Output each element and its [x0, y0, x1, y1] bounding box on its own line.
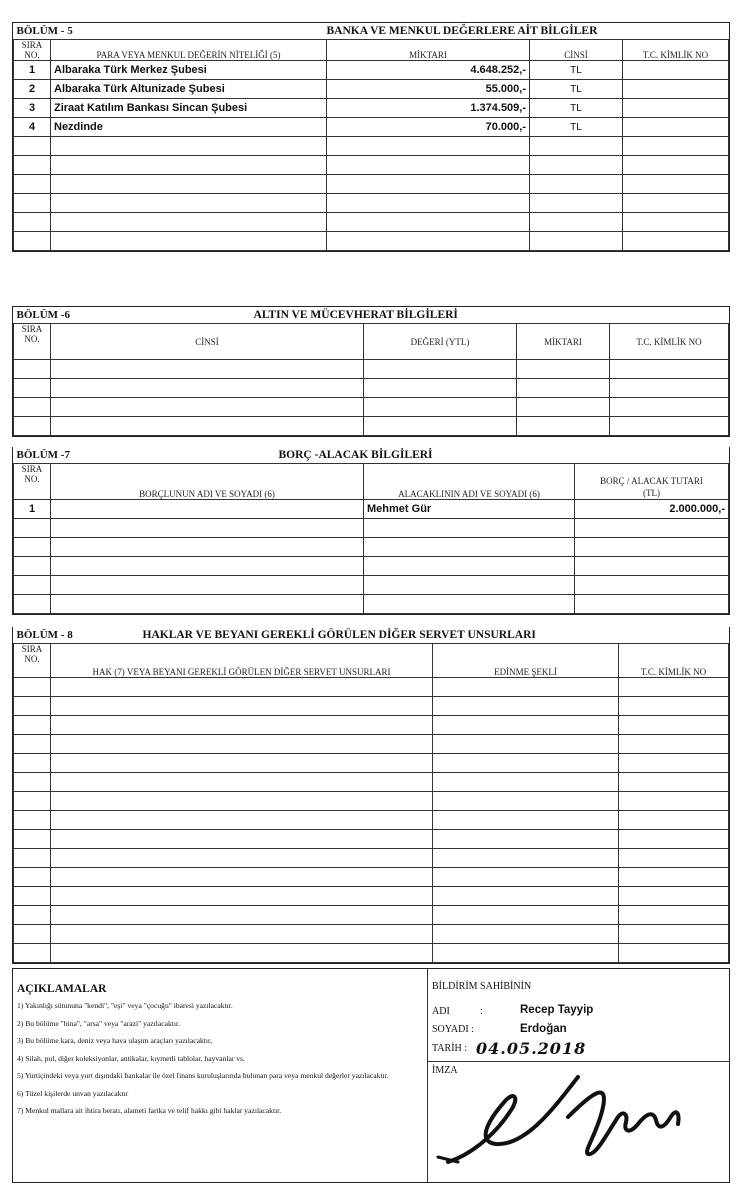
- name-colon: :: [480, 1006, 483, 1017]
- signature-label: İMZA: [432, 1065, 458, 1076]
- table-row: 1 Albaraka Türk Merkez Şubesi 4.648.252,- TL: [14, 61, 729, 80]
- section-title: ALTIN VE MÜCEVHERAT BİLGİLERİ: [254, 307, 619, 324]
- footer: [12, 968, 730, 1183]
- declarant-panel: [428, 969, 729, 1182]
- declarant-date: 04.05.2018: [476, 1039, 587, 1058]
- col-tc: T.C. KİMLİK NO: [619, 644, 729, 678]
- col-desc: PARA VEYA MENKUL DEĞERİN NİTELİĞİ (5): [51, 40, 327, 61]
- note-item: 4) Silah, pul, diğer koleksiyonlar, antikalar, kıymetli tablolar, hayvanlar vs.: [17, 1053, 245, 1063]
- surname-label: SOYADI :: [432, 1024, 474, 1035]
- note-item: 5) Yurtiçindeki veya yurt dışındaki bankalar ile özel finans kuruluşlarında bulunan para veya menkul değerler yazılacaktır.: [17, 1071, 389, 1080]
- declarant-heading: BİLDİRİM SAHİBİNİN: [432, 981, 532, 992]
- col-no: SIRA NO.: [14, 40, 51, 61]
- section-title: HAKLAR VE BEYANI GEREKLİ GÖRÜLEN DİĞER SERVET UNSURLARI: [143, 627, 439, 644]
- col-right: HAK (7) VEYA BEYANI GEREKLİ GÖRÜLEN DİĞER SERVET UNSURLARI: [51, 644, 433, 678]
- signature-icon: [418, 1062, 718, 1177]
- col-no: SIRA NO.: [14, 644, 51, 678]
- col-acquisition: EDİNME ŞEKLİ: [433, 644, 619, 678]
- section-6: [12, 306, 730, 437]
- col-no: SIRA NO.: [14, 464, 51, 500]
- declarant-name: Recep Tayyip: [520, 1004, 594, 1016]
- col-creditor: ALACAKLININ ADI VE SOYADI (6): [364, 464, 575, 500]
- notes-panel: [13, 969, 428, 1182]
- col-value: DEĞERİ (YTL): [364, 324, 517, 360]
- table-row: 2 Albaraka Türk Altunizade Şubesi 55.000,- TL: [14, 80, 729, 99]
- note-item: 7) Menkul mallara ait ihtira beratı, alameti farika ve telif hakkı gibi haklar yazılacaktır.: [17, 1106, 282, 1115]
- col-tc: T.C. KİMLİK NO: [610, 324, 729, 360]
- section-label: BÖLÜM -7: [14, 447, 364, 464]
- declarant-surname: Erdoğan: [520, 1023, 567, 1035]
- col-amount: MİKTARI: [327, 40, 530, 61]
- col-tc: T.C. KİMLİK NO: [623, 40, 729, 61]
- col-amount: MİKTARI: [517, 324, 610, 360]
- table-row: 1 Mehmet Gür 2.000.000,-: [14, 500, 729, 519]
- date-label: TARİH :: [432, 1043, 468, 1054]
- col-no: SIRA NO.: [14, 324, 51, 360]
- section-title: BANKA VE MENKUL DEĞERLERE AİT BİLGİLER: [327, 23, 729, 40]
- note-item: 3) Bu bölüme kara, deniz veya hava ulaşım araçları yazılacaktır,: [17, 1036, 213, 1045]
- note-item: 6) Tüzel kişilerde unvan yazılacaktır: [17, 1088, 129, 1098]
- section-title: BORÇ -ALACAK BİLGİLERİ: [279, 447, 644, 464]
- table-row: 3 Ziraat Katılım Bankası Sincan Şubesi 1.374.509,- TL: [14, 99, 729, 118]
- section-5: [12, 22, 730, 252]
- section-8: [12, 627, 730, 964]
- note-item: 2) Bu bölüme "bina", "arsa" veya "arazi" yazılacaktır.: [17, 1018, 181, 1028]
- col-currency: CİNSİ: [530, 40, 623, 61]
- signature-box: [428, 1061, 729, 1182]
- section-label: BÖLÜM - 8: [14, 627, 433, 644]
- note-item: 1) Yakınlığı sütununa "kendi", "eşi" veya "çocuğu" ibaresi yazılacaktır.: [17, 1001, 233, 1010]
- name-label: ADI: [432, 1006, 450, 1017]
- section-label: BÖLÜM -6: [14, 307, 364, 324]
- table-row: 4 Nezdinde 70.000,- TL: [14, 118, 729, 137]
- col-sum: BORÇ / ALACAK TUTARI (TL): [575, 464, 729, 500]
- section-label: BÖLÜM - 5: [14, 23, 327, 40]
- col-debtor: BORÇLUNUN ADI VE SOYADI (6): [51, 464, 364, 500]
- notes-title: AÇIKLAMALAR: [17, 983, 107, 995]
- section-7: [12, 447, 730, 615]
- col-type: CİNSİ: [51, 324, 364, 360]
